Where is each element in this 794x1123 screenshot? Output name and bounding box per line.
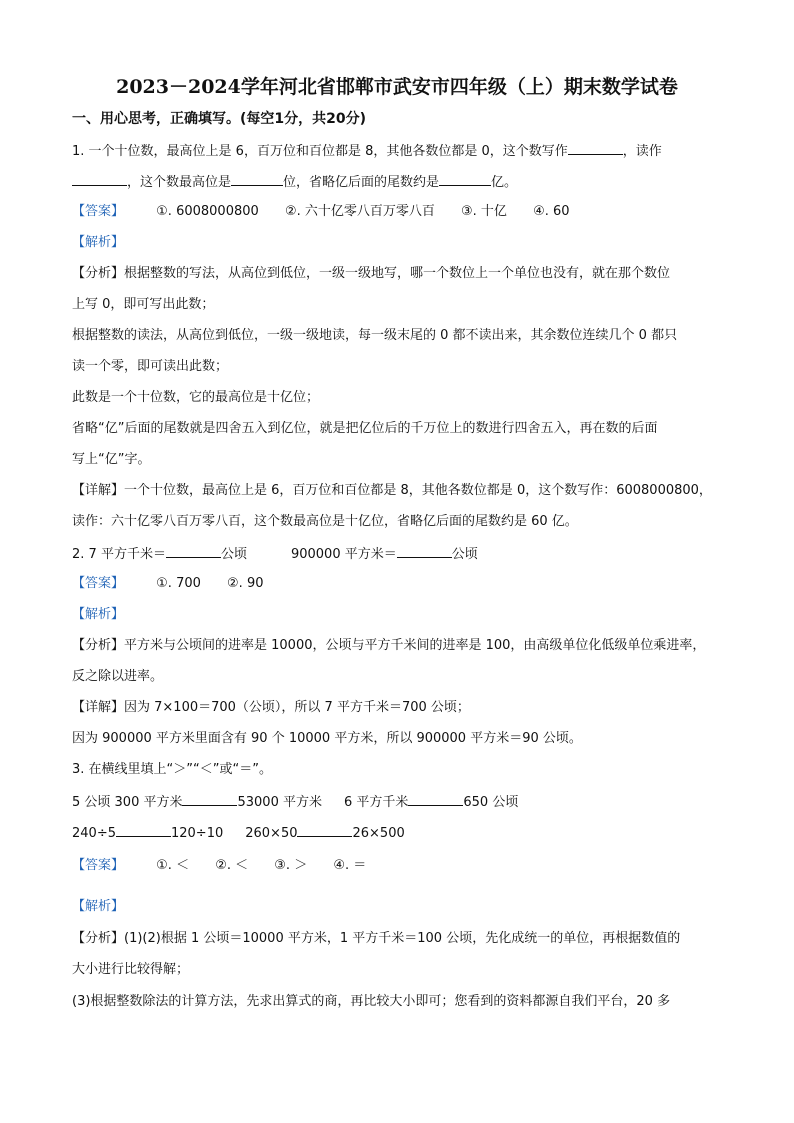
question-1-line-1 [72, 141, 662, 161]
question-text: 亿。 [491, 175, 518, 190]
detail-text: 读作：六十亿零八百万零八百，这个数最高位是十亿位，省略亿后面的尾数约是 60 亿。 [72, 514, 578, 529]
question-3-line-1: 3. 在横线里填上“＞”“＜”或“＝”。 [72, 762, 272, 777]
section-heading: 一、用心思考，正确填写。(每空1分，共20分) [72, 111, 367, 127]
question-text: 260×50 [245, 826, 298, 841]
answer-blank[interactable] [397, 544, 452, 558]
answer-blank[interactable] [231, 172, 283, 186]
answer-line [72, 203, 592, 221]
answer-item: ①. ＜ [156, 858, 190, 873]
answer-item: ①. 6008000800 [156, 204, 259, 219]
question-3-line-2 [72, 792, 518, 812]
answer-item: ③. 十亿 [461, 204, 507, 219]
page-title: 2023－2024学年河北省邯郸市武安市四年级（上）期末数学试卷 [116, 76, 678, 98]
detail-text: 【详解】一个十位数，最高位上是 6，百万位和百位都是 8，其他各数位都是 0，这个数写作：6008000800， [72, 483, 712, 498]
answer-blank[interactable] [72, 172, 127, 186]
answer-blank[interactable] [166, 544, 221, 558]
detail-text: 【详解】因为 7×100＝700（公顷），所以 7 平方千米＝700 公顷； [72, 700, 470, 715]
analysis-text: 读一个零，即可读出此数； [72, 359, 229, 374]
answer-blank[interactable] [408, 792, 463, 806]
answer-item: ②. ＜ [215, 858, 249, 873]
answer-blank[interactable] [116, 823, 171, 837]
question-text: 53000 平方米 [237, 795, 322, 810]
analysis-text: 此数是一个十位数，它的最高位是十亿位； [72, 390, 320, 405]
analysis-text: 【分析】平方米与公顷间的进率是 10000，公顷与平方千米间的进率是 100，由高级单位化低级单位乘进率， [72, 638, 706, 653]
analysis-text: 反之除以进率。 [72, 669, 164, 684]
answer-line [72, 575, 286, 593]
analysis-heading: 【解析】 [72, 607, 125, 622]
answer-blank[interactable] [182, 792, 237, 806]
analysis-text: (3)根据整数除法的计算方法，先求出算式的商，再比较大小即可；您看到的资料都源自我们平台，20 多 [72, 994, 671, 1009]
analysis-text: 根据整数的读法，从高位到低位，一级一级地读，每一级末尾的 0 都不读出来，其余数位连续几个 0 都只 [72, 328, 678, 343]
answer-item: ②. 90 [227, 576, 264, 591]
answer-blank[interactable] [439, 172, 491, 186]
answer-blank[interactable] [568, 141, 623, 155]
question-text: 900000 平方米＝ [290, 547, 397, 562]
answer-tag: 【答案】 [72, 858, 125, 873]
analysis-text: 省略“亿”后面的尾数就是四舍五入到亿位，就是把亿位后的千万位上的数进行四舍五入，再在数的后面 [72, 421, 658, 436]
analysis-heading: 【解析】 [72, 899, 125, 914]
question-text: 1. 一个十位数，最高位上是 6，百万位和百位都是 8，其他各数位都是 0，这个数写作 [72, 144, 568, 159]
question-text: 2. 7 平方千米＝ [72, 547, 166, 562]
answer-line [72, 857, 388, 875]
answer-item: ④. 60 [533, 204, 570, 219]
detail-text: 因为 900000 平方米里面含有 90 个 10000 平方米，所以 900000 平方米＝90 公顷。 [72, 731, 582, 746]
question-text: ，这个数最高位是 [127, 175, 232, 190]
answer-tag: 【答案】 [72, 204, 125, 219]
answer-item: ①. 700 [156, 576, 201, 591]
answer-item: ②. 六十亿零八百万零八百 [284, 204, 435, 219]
question-text: 26×500 [352, 826, 405, 841]
question-text: ，读作 [622, 144, 662, 159]
question-text: 5 公顷 300 平方米 [72, 795, 183, 810]
answer-item: ④. ＝ [333, 858, 367, 873]
answer-tag: 【答案】 [72, 576, 125, 591]
question-text: 公顷 [220, 547, 247, 562]
analysis-text: 上写 0，即可写出此数； [72, 297, 215, 312]
question-text: 650 公顷 [463, 795, 519, 810]
question-text: 120÷10 [170, 826, 224, 841]
analysis-text: 大小进行比较得解； [72, 962, 190, 977]
analysis-text: 【分析】(1)(2)根据 1 公顷＝10000 平方米，1 平方千米＝100 公顷，先化成统一的单位，再根据数值的 [72, 931, 681, 946]
analysis-text: 【分析】根据整数的写法，从高位到低位，一级一级地写，哪一个数位上一个单位也没有，就在那个数位 [72, 266, 671, 281]
answer-item: ③. ＞ [274, 858, 308, 873]
analysis-heading: 【解析】 [72, 235, 125, 250]
question-text: 位，省略亿后面的尾数约是 [283, 175, 440, 190]
question-2-line-1 [72, 544, 478, 564]
question-text: 6 平方千米 [343, 795, 409, 810]
analysis-text: 写上“亿”字。 [72, 452, 151, 467]
answer-blank[interactable] [297, 823, 352, 837]
question-3-line-3 [72, 823, 405, 843]
question-text: 240÷5 [72, 826, 116, 841]
question-1-line-2 [72, 172, 517, 192]
question-text: 公顷 [451, 547, 478, 562]
